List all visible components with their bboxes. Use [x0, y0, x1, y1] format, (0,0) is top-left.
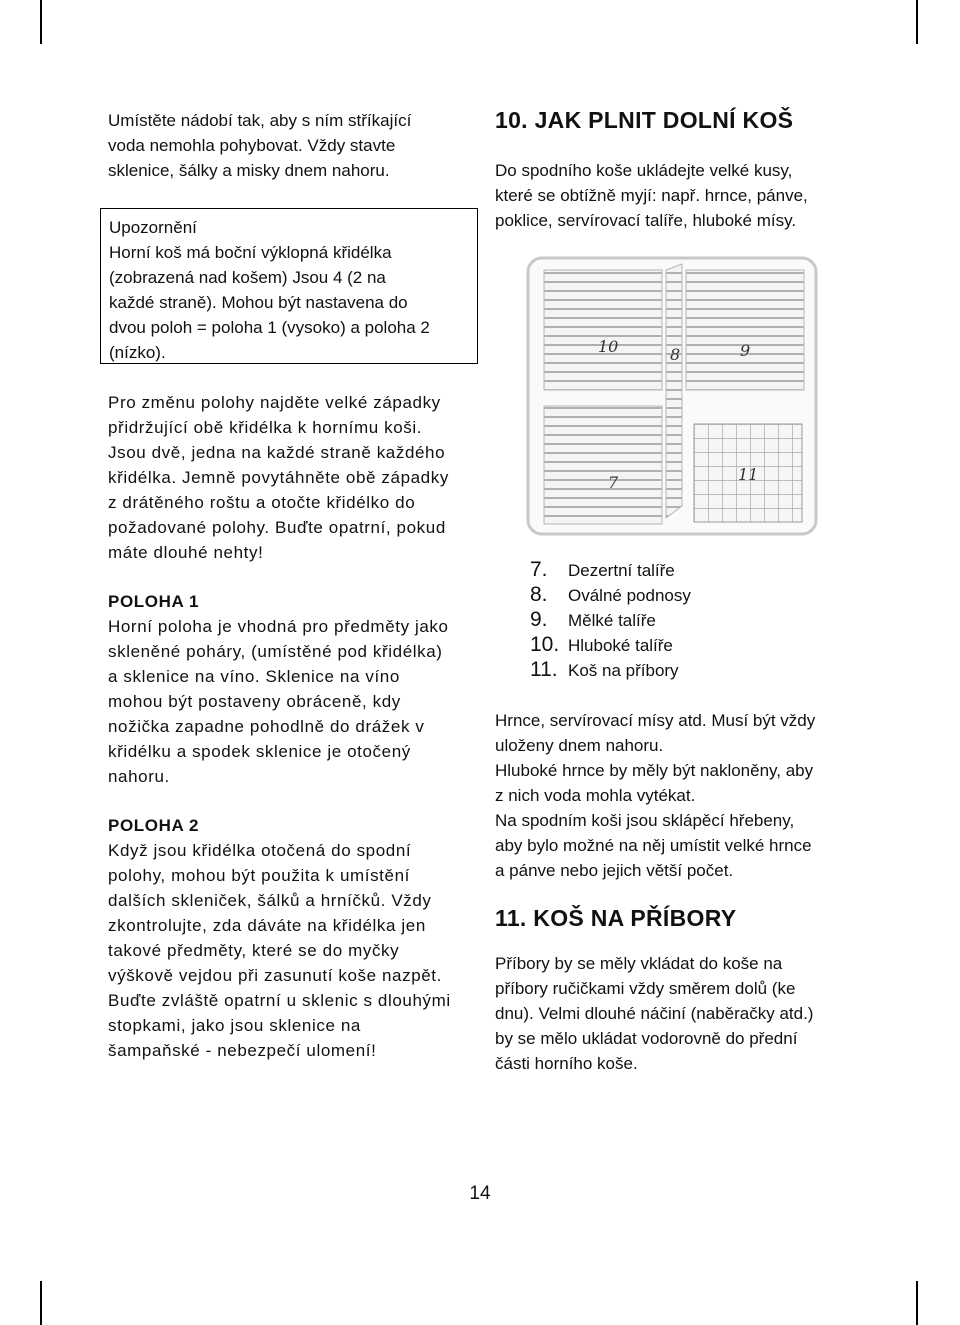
text-line: požadované polohy. Buďte opatrní, pokud — [108, 518, 446, 537]
legend-item — [530, 558, 691, 583]
text-line: poklice, servírovací talíře, hluboké mísy. — [495, 211, 797, 230]
dessert-plates-rack — [544, 406, 662, 524]
text-line: křidélku a spodek sklenice je otočený — [108, 742, 411, 761]
text-line: dnu). Velmi dlouhé náčiní (naběračky atd.) — [495, 1004, 814, 1023]
crop-mark-bottom-right — [916, 1281, 918, 1325]
figure-label-10: 10 — [598, 337, 619, 356]
text-line: Jsou dvě, jedna na každé straně každého — [108, 443, 446, 462]
legend-item — [530, 583, 691, 608]
section-11 — [495, 904, 855, 1076]
position-2-section — [108, 813, 480, 1063]
flat-plates-rack — [686, 270, 804, 390]
legend-text: Hluboké talíře — [568, 636, 673, 655]
legend-item — [530, 633, 691, 658]
crop-mark-top-left — [40, 0, 42, 44]
text-line: sklenice, šálky a misky dnem nahoru. — [108, 161, 390, 180]
text-line: nahoru. — [108, 767, 170, 786]
legend-item — [530, 658, 691, 683]
figure-label-7: 7 — [608, 473, 619, 492]
text-line: mohou být postaveny obráceně, kdy — [108, 692, 401, 711]
text-line: Příbory by se měly vkládat do koše na — [495, 954, 783, 973]
position-1-heading: POLOHA 1 — [108, 592, 200, 611]
warning-note-box — [100, 208, 478, 364]
oval-trays-rack — [666, 264, 682, 518]
text-line: Buďte zvláště opatrní u sklenic s dlouhými — [108, 991, 451, 1010]
text-line: máte dlouhé nehty! — [108, 543, 264, 562]
section-10-heading: 10. JAK PLNIT DOLNÍ KOŠ — [495, 107, 794, 133]
text-line: části horního koše. — [495, 1054, 638, 1073]
crop-mark-bottom-left — [40, 1281, 42, 1325]
text-line: které se obtížně myjí: např. hrnce, pánve, — [495, 186, 808, 205]
text-line: Na spodním koši jsou sklápěcí hřebeny, — [495, 811, 795, 830]
text-line: nožička zapadne pohodlně do drážek v — [108, 717, 425, 736]
legend-item — [530, 608, 691, 633]
figure-label-11: 11 — [738, 465, 759, 484]
position-2-heading: POLOHA 2 — [108, 816, 200, 835]
note-title: Upozornění — [109, 218, 197, 237]
legend-text: Oválné podnosy — [568, 586, 691, 605]
text-line: takové předměty, které se do myčky — [108, 941, 400, 960]
pots-paragraph — [495, 708, 855, 883]
text-line: stopkami, jako jsou sklenice na — [108, 1016, 361, 1035]
text-line: uloženy dnem nahoru. — [495, 736, 664, 755]
lower-basket-illustration — [526, 256, 818, 536]
text-line: voda nemohla pohybovat. Vždy stavte — [108, 136, 396, 155]
legend-number: 7. — [530, 558, 548, 581]
legend-number: 11. — [530, 658, 558, 681]
figure-legend — [530, 558, 691, 683]
page-number: 14 — [469, 1183, 491, 1204]
text-line: a pánve nebo jejich větší počet. — [495, 861, 734, 880]
text-line: přidržující obě křidélka k hornímu koši. — [108, 418, 423, 437]
text-line: Když jsou křidélka otočená do spodní — [108, 841, 412, 860]
text-line: Hrnce, servírovací mísy atd. Musí být vždy — [495, 711, 816, 730]
position-1-section — [108, 589, 480, 789]
text-line: polohy, mohou být použita k umístění — [108, 866, 410, 885]
legend-number: 9. — [530, 608, 548, 631]
text-line: by se mělo ukládat vodorovně do přední — [495, 1029, 798, 1048]
text-line: Pro změnu polohy najděte velké západky — [108, 393, 441, 412]
figure-label-8: 8 — [670, 345, 681, 364]
section-11-heading: 11. KOŠ NA PŘÍBORY — [495, 905, 737, 931]
text-line: Hluboké hrnce by měly být nakloněny, aby — [495, 761, 814, 780]
legend-number: 8. — [530, 583, 548, 606]
text-line: křidélka. Jemně povytáhněte obě západky — [108, 468, 449, 487]
deep-plates-rack — [544, 270, 662, 390]
text-line: (zobrazená nad košem) Jsou 4 (2 na — [109, 268, 386, 287]
text-line: každé straně). Mohou být nastavena do — [109, 293, 408, 312]
legend-number: 10. — [530, 633, 560, 656]
text-line: příbory ručičkami vždy směrem dolů (ke — [495, 979, 796, 998]
text-line: výškově vejdou při zasunutí koše nazpět. — [108, 966, 442, 985]
text-line: Umístěte nádobí tak, aby s ním stříkající — [108, 111, 412, 130]
text-line: šampaňské - nebezpečí ulomení! — [108, 1041, 377, 1060]
text-line: Do spodního koše ukládejte velké kusy, — [495, 161, 793, 180]
text-line: Horní koš má boční výklopná křidélka — [109, 243, 392, 262]
text-line: zkontrolujte, zda dáváte na křidélka jen — [108, 916, 426, 935]
figure-label-9: 9 — [740, 341, 751, 360]
text-line: aby bylo možné na něj umístit velké hrnce — [495, 836, 812, 855]
text-line: z nich voda mohla vytékat. — [495, 786, 696, 805]
legend-text: Mělké talíře — [568, 611, 656, 630]
text-line: dalších skleniček, šálků a hrníčků. Vždy — [108, 891, 432, 910]
intro-paragraph — [108, 108, 480, 183]
text-line: (nízko). — [109, 343, 166, 362]
text-line: skleněné poháry, (umístěné pod křidélka) — [108, 642, 443, 661]
text-line: a sklenice na víno. Sklenice na víno — [108, 667, 400, 686]
crop-mark-top-right — [916, 0, 918, 44]
text-line: dvou poloh = poloha 1 (vysoko) a poloha 2 — [109, 318, 430, 337]
text-line: Horní poloha je vhodná pro předměty jako — [108, 617, 449, 636]
text-line: z drátěného roštu a otočte křidélko do — [108, 493, 416, 512]
position-change-paragraph — [108, 390, 480, 565]
legend-text: Koš na příbory — [568, 661, 679, 680]
section-10 — [495, 106, 855, 233]
legend-text: Dezertní talíře — [568, 561, 675, 580]
